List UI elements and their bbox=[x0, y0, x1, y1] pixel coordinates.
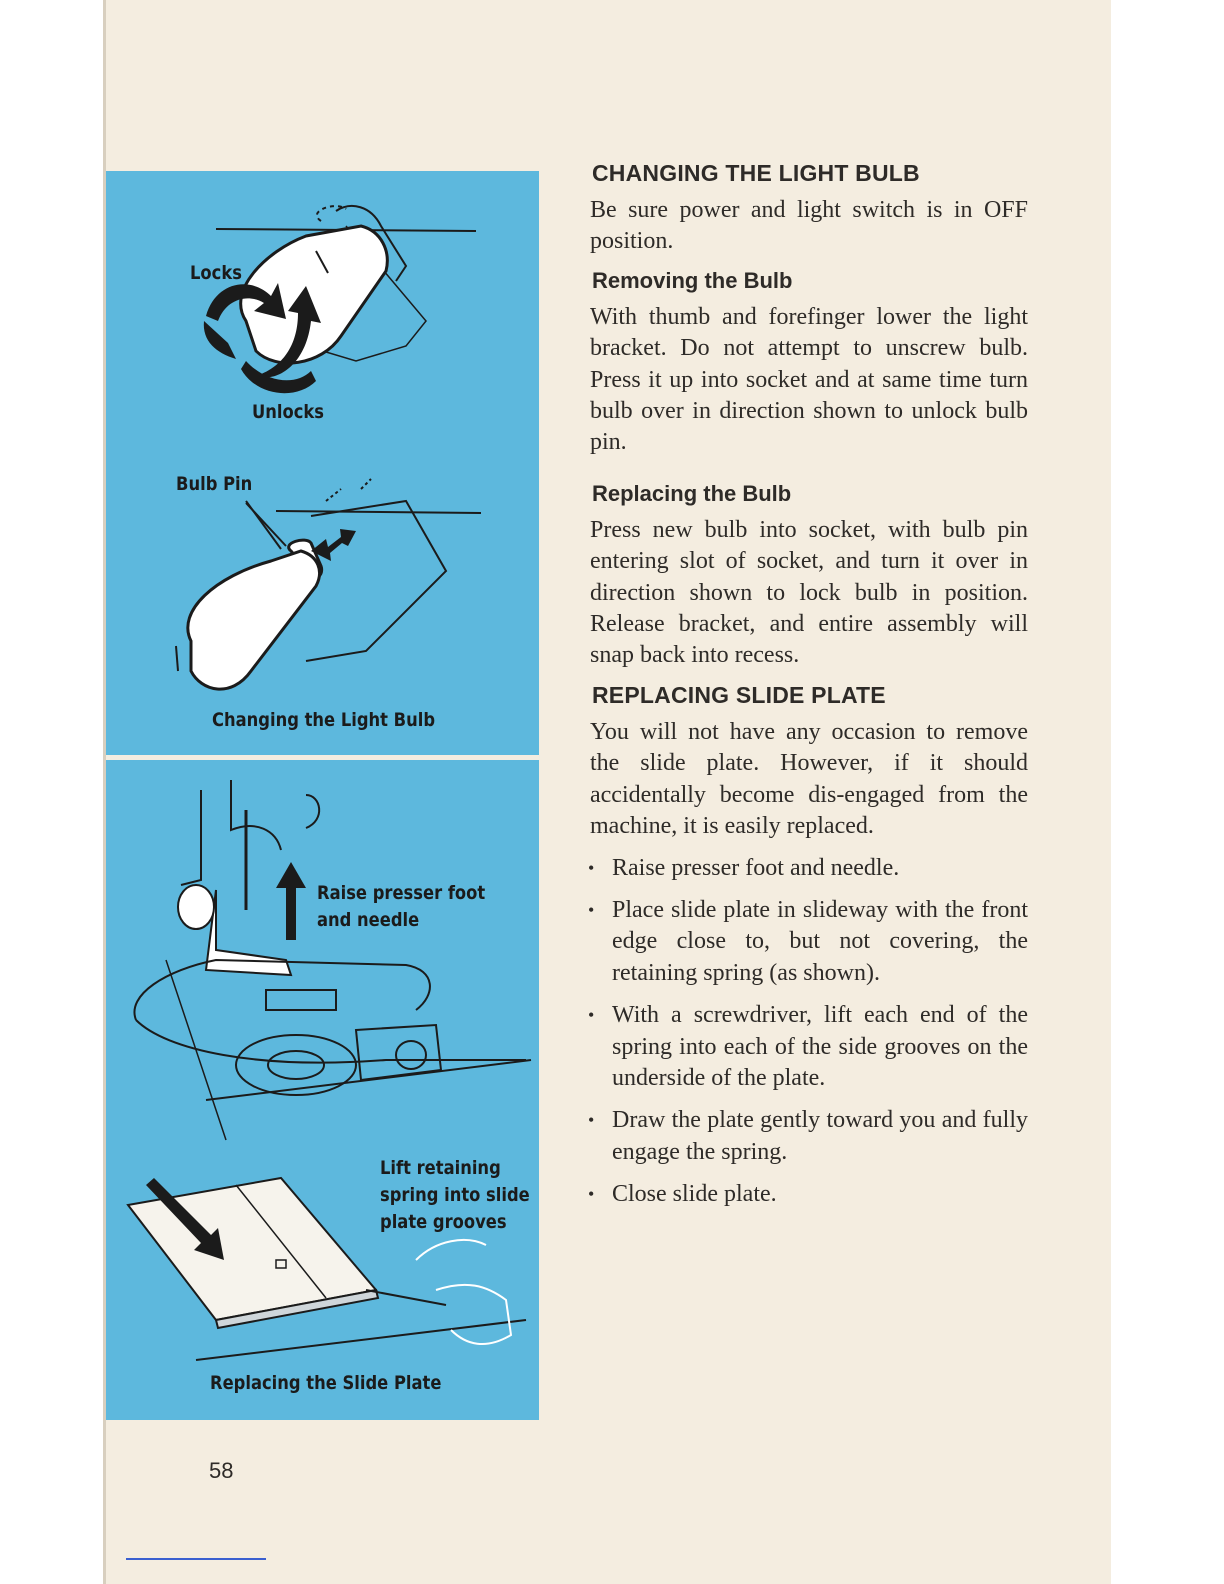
heading-removing-bulb: Removing the Bulb bbox=[592, 267, 793, 293]
footer-rule bbox=[126, 1558, 266, 1560]
light-bulb-illustration bbox=[106, 171, 539, 755]
bulb-pin-pointer bbox=[246, 501, 281, 549]
caption-replacing-slide-plate: Replacing the Slide Plate bbox=[210, 1372, 442, 1394]
figure-changing-light-bulb bbox=[106, 171, 539, 755]
raise-arrow-icon bbox=[276, 862, 306, 940]
bed-plate-drawing bbox=[134, 960, 531, 1140]
list-item: • Draw the plate gently toward you and fully engage the spring. bbox=[588, 1105, 1028, 1168]
paragraph-removing-bulb: With thumb and forefinger lower the light bracket. Do not attempt to unscrew bulb. Press it up into socket and at same time turn bulb over in direction shown to unlock bulb pin. bbox=[590, 303, 1028, 456]
slide-plate-illustration bbox=[106, 760, 539, 1420]
label-lift-retaining-line3: plate grooves bbox=[380, 1211, 507, 1233]
slide-plate-steps-list bbox=[588, 853, 1028, 1211]
caption-changing-light-bulb: Changing the Light Bulb bbox=[212, 709, 436, 731]
label-bulb-pin: Bulb Pin bbox=[176, 473, 253, 495]
label-lift-retaining-line1: Lift retaining bbox=[380, 1157, 501, 1179]
label-locks: Locks bbox=[190, 262, 242, 284]
instructions-column bbox=[588, 160, 1028, 1222]
bulb-bottom-glass bbox=[176, 540, 322, 689]
label-raise-presser-foot-line2: and needle bbox=[317, 909, 420, 931]
list-item: • Close slide plate. bbox=[588, 1179, 1028, 1210]
label-raise-presser-foot-line1: Raise presser foot bbox=[317, 882, 486, 904]
page-number: 58 bbox=[209, 1458, 234, 1483]
heading-replacing-slide-plate: REPLACING SLIDE PLATE bbox=[592, 681, 886, 708]
paragraph-replacing-bulb: Press new bulb into socket, with bulb pin entering slot of socket, and turn it over in direction shown to lock bulb in position. Release bracket, and entire assembly will snap back into recess. bbox=[590, 516, 1028, 669]
paragraph-power-off: Be sure power and light switch is in OFF position. bbox=[590, 197, 1028, 255]
screwdriver-hand-drawing bbox=[366, 1240, 511, 1344]
list-item: • Raise presser foot and needle. bbox=[588, 853, 1028, 884]
list-item: • With a screwdriver, lift each end of the spring into each of the side grooves on the underside of the plate. bbox=[588, 1000, 1028, 1094]
figure-replacing-slide-plate bbox=[106, 760, 539, 1420]
label-lift-retaining-line2: spring into slide bbox=[380, 1184, 530, 1206]
list-item: • Place slide plate in slideway with the front edge close to, but not covering, the retaining spring (as shown). bbox=[588, 895, 1028, 989]
paragraph-slide-plate-intro: You will not have any occasion to remove the slide plate. However, if it should accidentally become dis-engaged from the machine, it is easily replaced. bbox=[590, 718, 1028, 840]
heading-replacing-bulb: Replacing the Bulb bbox=[592, 480, 792, 506]
label-unlocks: Unlocks bbox=[252, 401, 325, 423]
heading-changing-light-bulb: CHANGING THE LIGHT BULB bbox=[592, 160, 920, 186]
